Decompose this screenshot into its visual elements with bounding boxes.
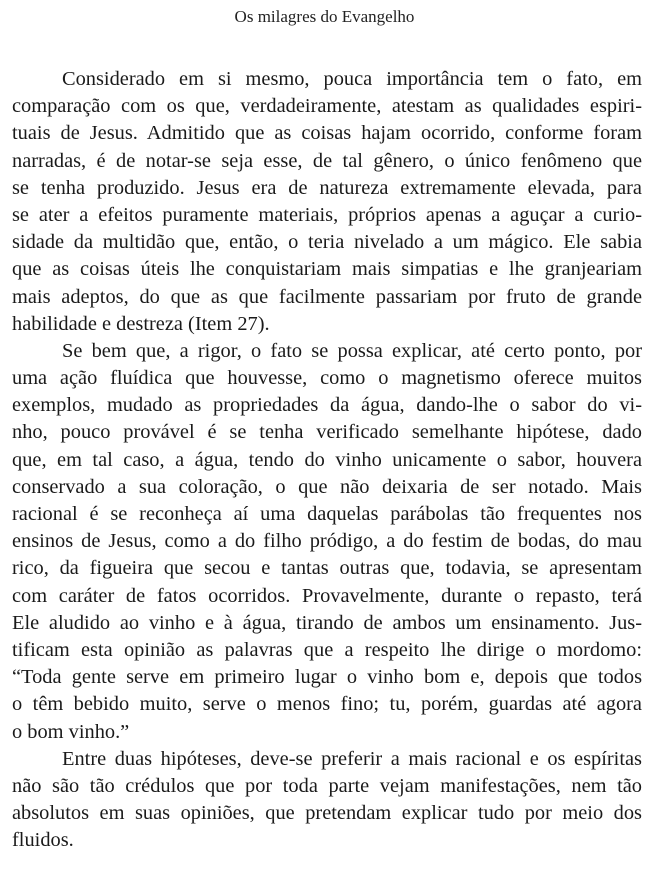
text-line: narradas, é de notar-se seja esse, de tal gênero, o único fenômeno que (12, 149, 642, 172)
text-line: tuais de Jesus. Admitido que as coisas hajam ocorrido, conforme foram (12, 122, 642, 145)
running-header: Os milagres do Evangelho (234, 7, 415, 26)
text-line: rico, da figueira que secou e tantas outras que, todavia, se apresentam (12, 557, 642, 580)
text-line: conservado a sua coloração, o que não deixaria de ser notado. Mais (12, 475, 642, 498)
text-line: uma ação fluídica que houvesse, como o magnetismo oferece muitos (12, 367, 642, 390)
text-line: o bom vinho.” (12, 720, 130, 743)
text-line: mais adeptos, do que as que facilmente passariam por fruto de grande (12, 285, 642, 308)
text-line: não são tão crédulos que por toda parte vejam manifestações, nem tão (12, 774, 642, 797)
text-line: sidade da multidão que, então, o teria nivelado a um mágico. Ele sabia (12, 231, 642, 254)
text-line: ensinos de Jesus, como a do filho pródigo, a do festim de bodas, do mau (12, 530, 642, 553)
text-line: com caráter de fatos ocorridos. Provavelmente, durante o repasto, terá (12, 584, 642, 607)
text-line: absolutos em suas opiniões, que pretendam explicar tudo por meio dos (12, 802, 642, 825)
text-line: se ater a efeitos puramente materiais, próprios apenas a aguçar a curio- (12, 203, 642, 226)
paragraph-3 (12, 746, 642, 855)
text-line: Entre duas hipóteses, deve-se preferir a mais racional e os espíritas (62, 747, 642, 770)
text-line: racional é se reconheça aí uma daquelas parábolas tão frequentes nos (12, 503, 642, 525)
text-line: fluidos. (12, 829, 74, 852)
text-line: “Toda gente serve em primeiro lugar o vinho bom e, depois que todos (12, 666, 642, 689)
paragraph-2 (12, 338, 642, 746)
text-line: Se bem que, a rigor, o fato se possa explicar, até certo ponto, por (62, 339, 642, 362)
text-line: Considerado em si mesmo, pouca importância tem o fato, em (62, 68, 642, 90)
text-line: que, em tal caso, a água, tendo do vinho unicamente o sabor, houvera (12, 448, 642, 471)
paragraph-1 (12, 66, 642, 338)
body-text (12, 66, 642, 854)
text-line: tificam esta opinião as palavras que a respeito lhe dirige o mordomo: (12, 638, 642, 661)
text-line: habilidade e destreza (Item 27). (12, 312, 270, 335)
text-line: comparação com os que, verdadeiramente, atestam as qualidades espiri- (12, 95, 642, 118)
text-line: exemplos, mudado as propriedades da água, dando-lhe o sabor do vi- (12, 394, 642, 417)
text-line: o têm bebido muito, serve o menos fino; tu, porém, guardas até agora (12, 693, 642, 716)
text-line: nho, pouco provável é se tenha verificado semelhante hipótese, dado (12, 421, 642, 444)
text-line: se tenha produzido. Jesus era de natureza extremamente elevada, para (12, 176, 642, 199)
text-line: Ele aludido ao vinho e à água, tirando de ambos um ensinamento. Jus- (12, 611, 642, 634)
text-line: que as coisas úteis lhe conquistariam mais simpatias e lhe granjeariam (12, 258, 642, 281)
